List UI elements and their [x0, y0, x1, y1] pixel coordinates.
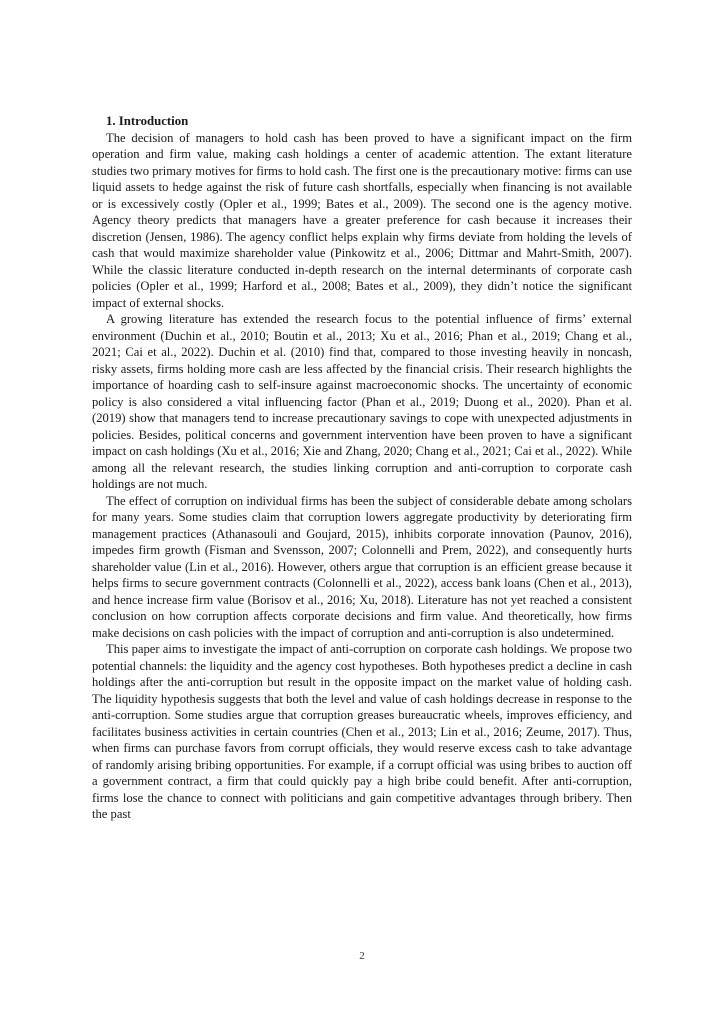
paragraph-3: The effect of corruption on individual firms has been the subject of considerable debate among scholars for many years. Some studies claim that corruption lowers aggregate productivity by deteriorating firm management practices (Athanasouli and Goujard, 2015), inhibits corporate innovation (Paunov, 2016), impedes firm growth (Fisman and Svensson, 2007; Colonnelli and Prem, 2022), and consequently hurts shareholder value (Lin et al., 2016). However, others argue that corruption is an efficient grease because it helps firms to secure government contracts (Colonnelli et al., 2022), access bank loans (Chen et al., 2013), and hence increase firm value (Borisov et al., 2016; Xu, 2018). Literature has not yet reached a consistent conclusion on how corruption affects corporate decisions and firm value. And theoretically, how firms make decisions on cash policies with the impact of corruption and anti-corruption is also undetermined. — [92, 493, 632, 640]
page-body — [92, 113, 632, 823]
page-number: 2 — [359, 950, 365, 962]
section-heading: 1. Introduction — [106, 114, 189, 128]
paragraph-1: The decision of managers to hold cash has been proved to have a significant impact on the firm operation and firm value, making cash holdings a center of academic attention. The extant literature studies two primary motives for firms to hold cash. The first one is the precautionary motive: firms can use liquid assets to hedge against the risk of future cash shortfalls, especially when financing is not available or is excessively costly (Opler et al., 1999; Bates et al., 2009). The second one is the agency motive. Agency theory predicts that managers have a greater preference for cash because it increases their discretion (Jensen, 1986). The agency conflict helps explain why firms deviate from holding the levels of cash that would maximize shareholder value (Pinkowitz et al., 2006; Dittmar and Mahrt-Smith, 2007). While the classic literature conducted in-depth research on the internal determinants of corporate cash policies (Opler et al., 1999; Harford et al., 2008; Bates et al., 2009), they didn’t notice the significant impact of external shocks. — [92, 130, 632, 310]
paragraph-2: A growing literature has extended the research focus to the potential influence of firms’ external environment (Duchin et al., 2010; Boutin et al., 2013; Xu et al., 2016; Phan et al., 2019; Chang et al., 2021; Cai et al., 2022). Duchin et al. (2010) find that, compared to those investing heavily in noncash, risky assets, firms holding more cash are less affected by the financial crisis. Their research highlights the importance of hoarding cash to self-insure against macroeconomic shocks. The uncertainty of economic policy is also considered a vital influencing factor (Phan et al., 2019; Duong et al., 2020). Phan et al. (2019) show that managers tend to increase precautionary savings to cope with unexpected adjustments in policies. Besides, political concerns and government intervention have been proven to have a significant impact on cash holdings (Xu et al., 2016; Xie and Zhang, 2020; Chang et al., 2021; Cai et al., 2022). While among all the relevant research, the studies linking corruption and anti-corruption to corporate cash holdings are not much. — [92, 312, 632, 491]
paragraph-4: This paper aims to investigate the impact of anti-corruption on corporate cash holdings. We propose two potential channels: the liquidity and the agency cost hypotheses. Both hypotheses predict a decline in cash holdings after the anti-corruption but result in the opposite impact on the market value of holding cash. The liquidity hypothesis suggests that both the level and value of cash holdings decrease in response to the anti-corruption. Some studies argue that corruption greases bureaucratic wheels, improves efficiency, and facilitates business activities in certain countries (Chen et al., 2013; Lin et al., 2016; Zeume, 2017). Thus, when firms can purchase favors from corrupt officials, they would reserve excess cash to take advantage of randomly arising bribing opportunities. For example, if a corrupt official was using bribes to auction off a government contract, a firm that could quickly pay a high bribe could benefit. After anti-corruption, firms lose the chance to connect with politicians and gain competitive advantages through bribery. Then the past — [92, 642, 632, 821]
